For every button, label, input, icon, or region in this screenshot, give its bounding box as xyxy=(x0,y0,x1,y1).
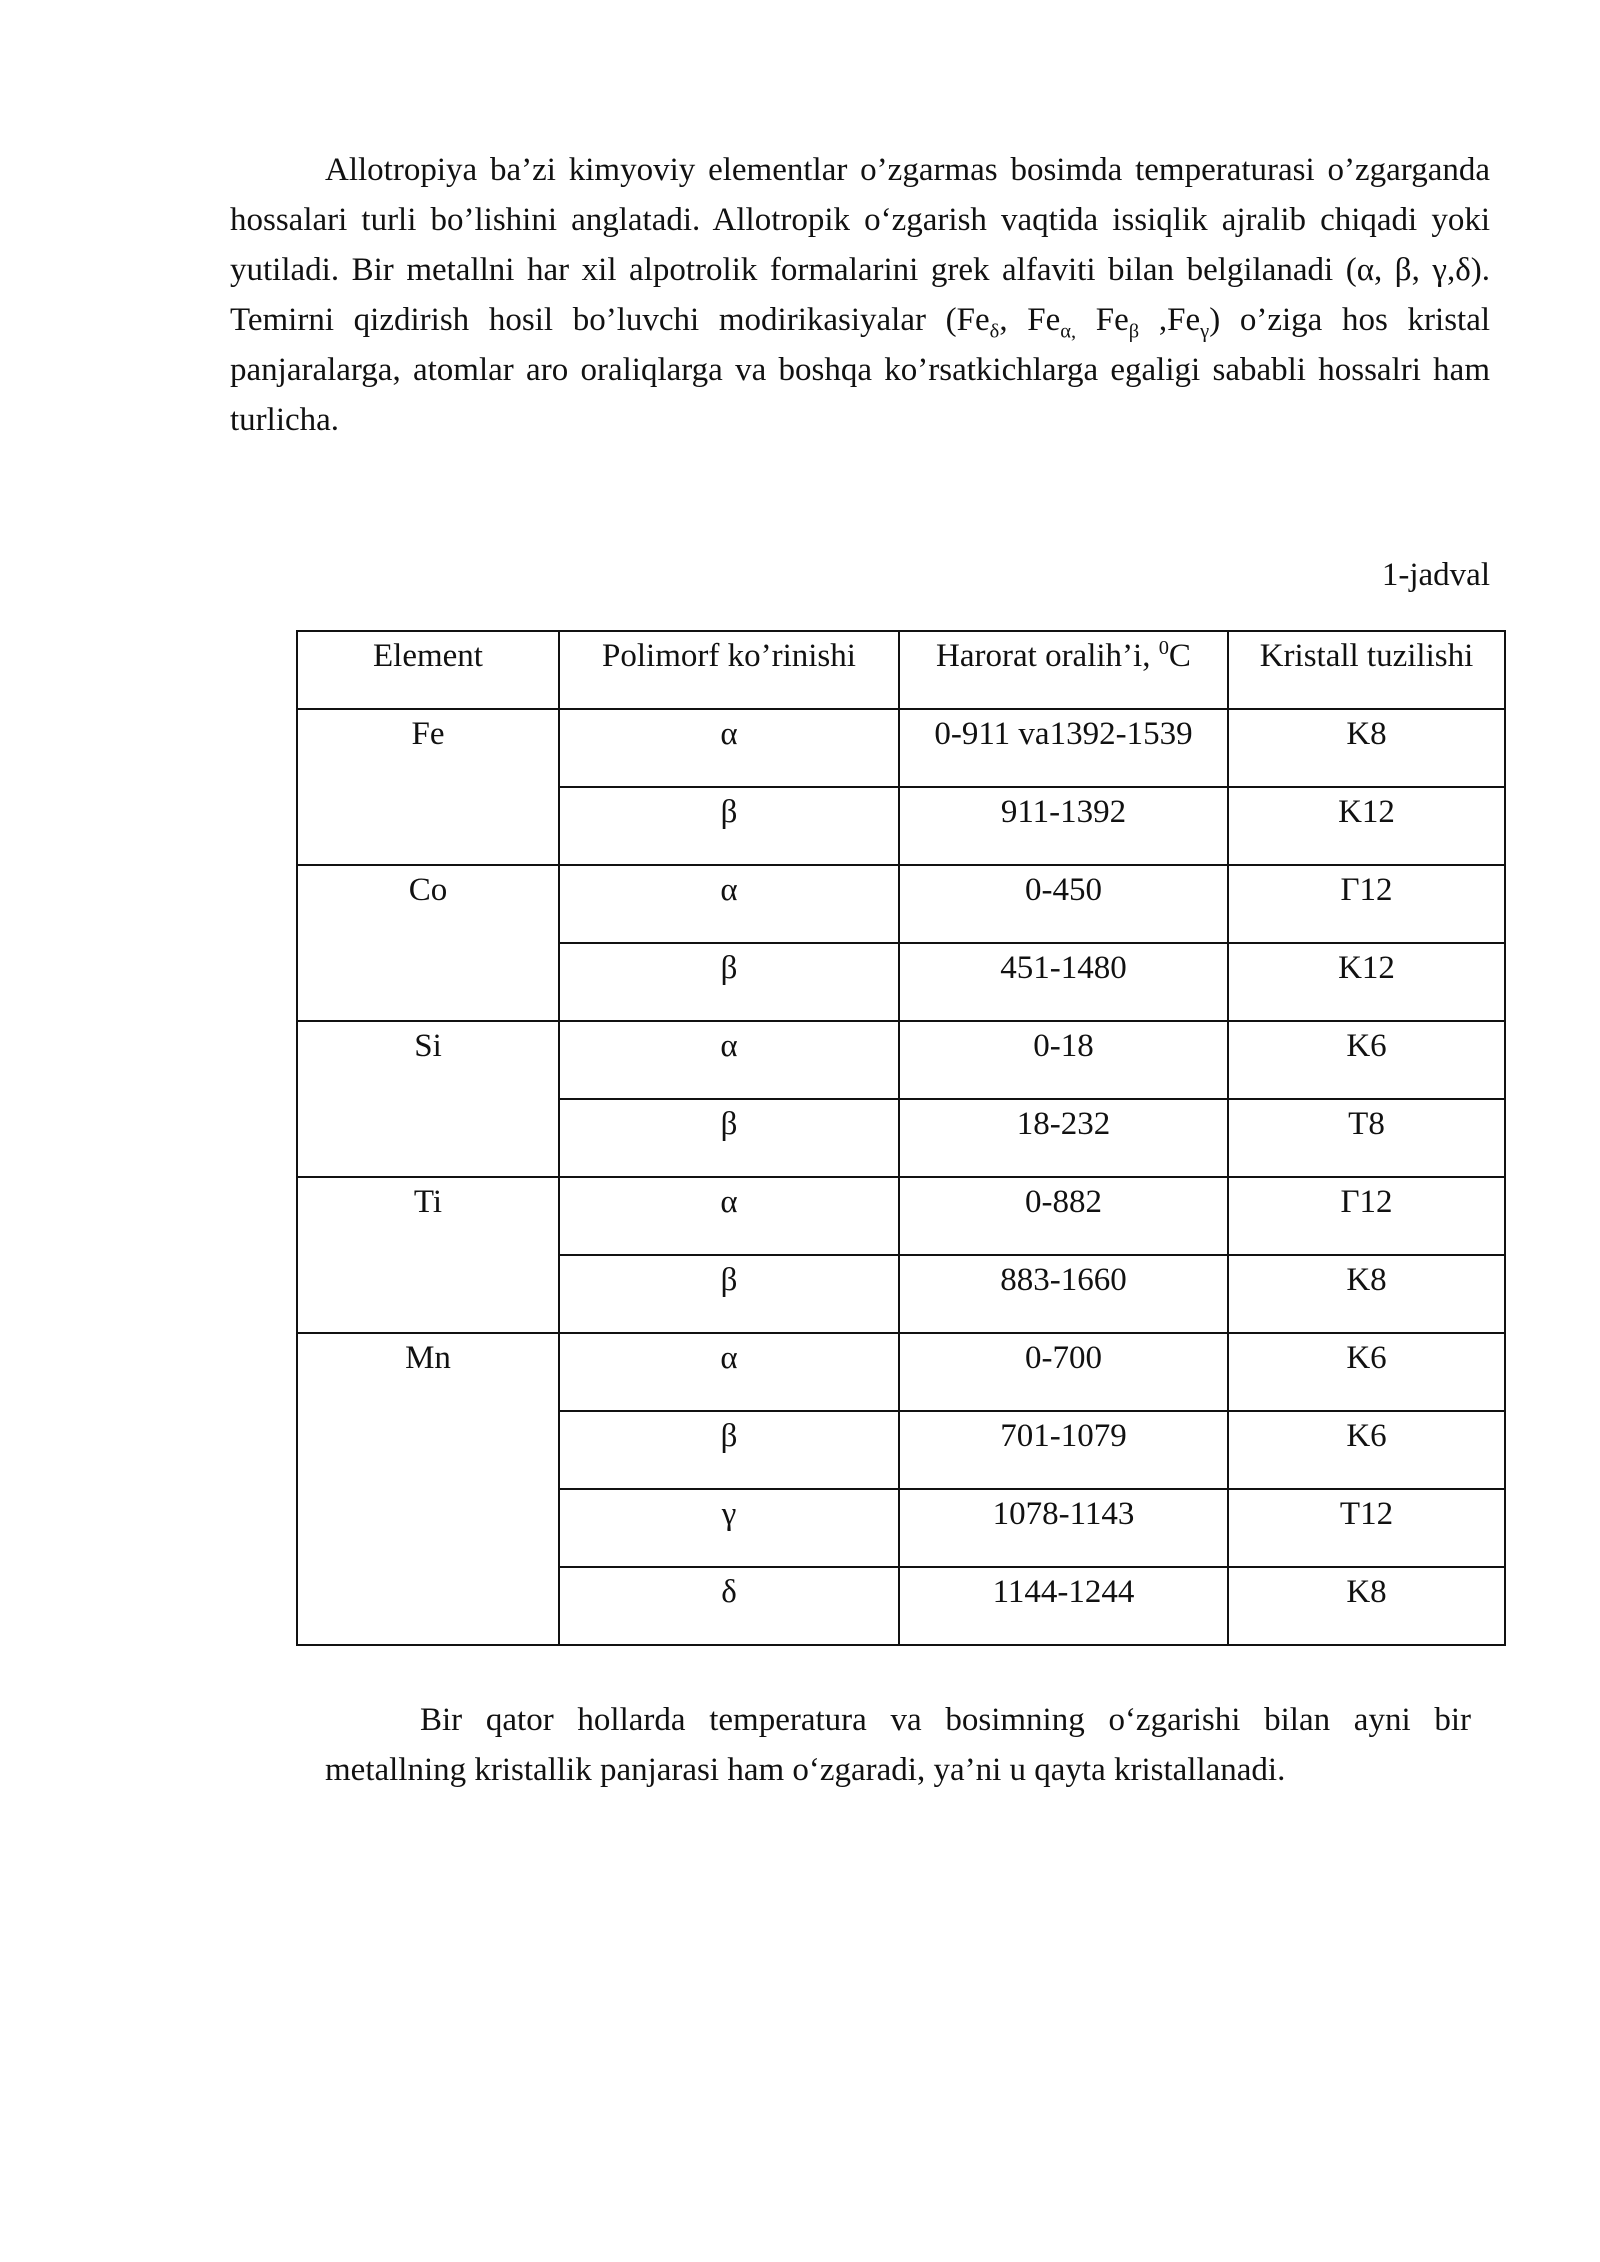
cell-crystal-structure: T12 xyxy=(1228,1489,1505,1567)
cell-temperature-range: 0-700 xyxy=(899,1333,1228,1411)
intro-paragraph xyxy=(230,145,1490,445)
table-caption: 1-jadval xyxy=(1381,557,1490,593)
header-polymorph: Polimorf ko’rinishi xyxy=(559,631,899,709)
header-temperature xyxy=(899,631,1228,709)
cell-element: Fe xyxy=(297,709,559,865)
cell-temperature-range: 0-882 xyxy=(899,1177,1228,1255)
cell-temperature-range: 701-1079 xyxy=(899,1411,1228,1489)
subscript-alpha: α, xyxy=(1060,320,1077,343)
closing-paragraph: Bir qator hollarda temperatura va bosimning o‘zgarishi bilan ayni bir metallning kristallik panjarasi ham o‘zgaradi, ya’ni u qayta kristallanadi. xyxy=(325,1702,1471,1788)
cell-polymorph: β xyxy=(559,1255,899,1333)
cell-temperature-range: 883-1660 xyxy=(899,1255,1228,1333)
cell-temperature-range: 18-232 xyxy=(899,1099,1228,1177)
cell-crystal-structure: K12 xyxy=(1228,943,1505,1021)
intro-text-5: ) o’ziga hos kristal panjaralarga, atomlar aro oraliqlarga va boshqa ko’rsatkichlarga egaligi sababli hossalri ham turlicha. xyxy=(230,302,1491,438)
cell-crystal-structure: K6 xyxy=(1228,1021,1505,1099)
table-header-row xyxy=(297,631,1505,709)
cell-element: Si xyxy=(297,1021,559,1177)
subscript-beta: β xyxy=(1128,320,1140,343)
table-row xyxy=(297,865,1505,943)
table-row xyxy=(297,1177,1505,1255)
cell-element: Mn xyxy=(297,1333,559,1645)
cell-crystal-structure: T8 xyxy=(1228,1099,1505,1177)
table-row xyxy=(297,709,1505,787)
cell-polymorph: β xyxy=(559,787,899,865)
cell-crystal-structure: K6 xyxy=(1228,1333,1505,1411)
header-element: Element xyxy=(297,631,559,709)
cell-polymorph: α xyxy=(559,1021,899,1099)
cell-crystal-structure: K8 xyxy=(1228,1567,1505,1645)
cell-polymorph: β xyxy=(559,1411,899,1489)
intro-text-4: ,Fe xyxy=(1139,302,1201,338)
cell-crystal-structure: K8 xyxy=(1228,1255,1505,1333)
cell-element: Ti xyxy=(297,1177,559,1333)
cell-temperature-range: 1078-1143 xyxy=(899,1489,1228,1567)
cell-polymorph: δ xyxy=(559,1567,899,1645)
intro-text-3: Fe xyxy=(1076,302,1129,338)
cell-element: Co xyxy=(297,865,559,1021)
cell-temperature-range: 0-450 xyxy=(899,865,1228,943)
cell-temperature-range: 911-1392 xyxy=(899,787,1228,865)
cell-polymorph: α xyxy=(559,865,899,943)
cell-crystal-structure: Г12 xyxy=(1228,865,1505,943)
table-body xyxy=(297,709,1505,1645)
cell-polymorph: α xyxy=(559,1333,899,1411)
table-row xyxy=(297,1021,1505,1099)
header-degree-sup: 0 xyxy=(1158,637,1169,659)
intro-text-1: Allotropiya ba’zi kimyoviy elementlar o’zgarmas bosimda temperaturasi o’zgarganda hossalari turli bo’lishini anglatadi. Allotropik o‘zgarish vaqtida issiqlik ajralib chiqadi yoki yutiladi. Bir metallni har xil alpotrolik formalarini grek alfaviti bilan belgilanadi (α, β, γ,δ). Temirni qizdirish hosil bo’luvchi modirikasiyalar (Fe xyxy=(230,152,1490,338)
intro-text-2: , Fe xyxy=(999,302,1061,338)
cell-crystal-structure: Г12 xyxy=(1228,1177,1505,1255)
cell-temperature-range: 0-911 va1392-1539 xyxy=(899,709,1228,787)
cell-polymorph: β xyxy=(559,1099,899,1177)
cell-temperature-range: 451-1480 xyxy=(899,943,1228,1021)
allotropy-table xyxy=(296,630,1506,1646)
cell-crystal-structure: K12 xyxy=(1228,787,1505,865)
header-temperature-label: Harorat oralih’i, xyxy=(936,638,1159,674)
cell-polymorph: α xyxy=(559,1177,899,1255)
cell-polymorph: γ xyxy=(559,1489,899,1567)
cell-temperature-range: 1144-1244 xyxy=(899,1567,1228,1645)
table-row xyxy=(297,1333,1505,1411)
header-crystal: Kristall tuzilishi xyxy=(1228,631,1505,709)
header-temperature-unit: C xyxy=(1168,638,1191,674)
cell-temperature-range: 0-18 xyxy=(899,1021,1228,1099)
cell-crystal-structure: K6 xyxy=(1228,1411,1505,1489)
cell-polymorph: α xyxy=(559,709,899,787)
cell-crystal-structure: K8 xyxy=(1228,709,1505,787)
cell-polymorph: β xyxy=(559,943,899,1021)
subscript-gamma: γ xyxy=(1200,320,1210,343)
subscript-delta: δ xyxy=(989,320,1000,343)
